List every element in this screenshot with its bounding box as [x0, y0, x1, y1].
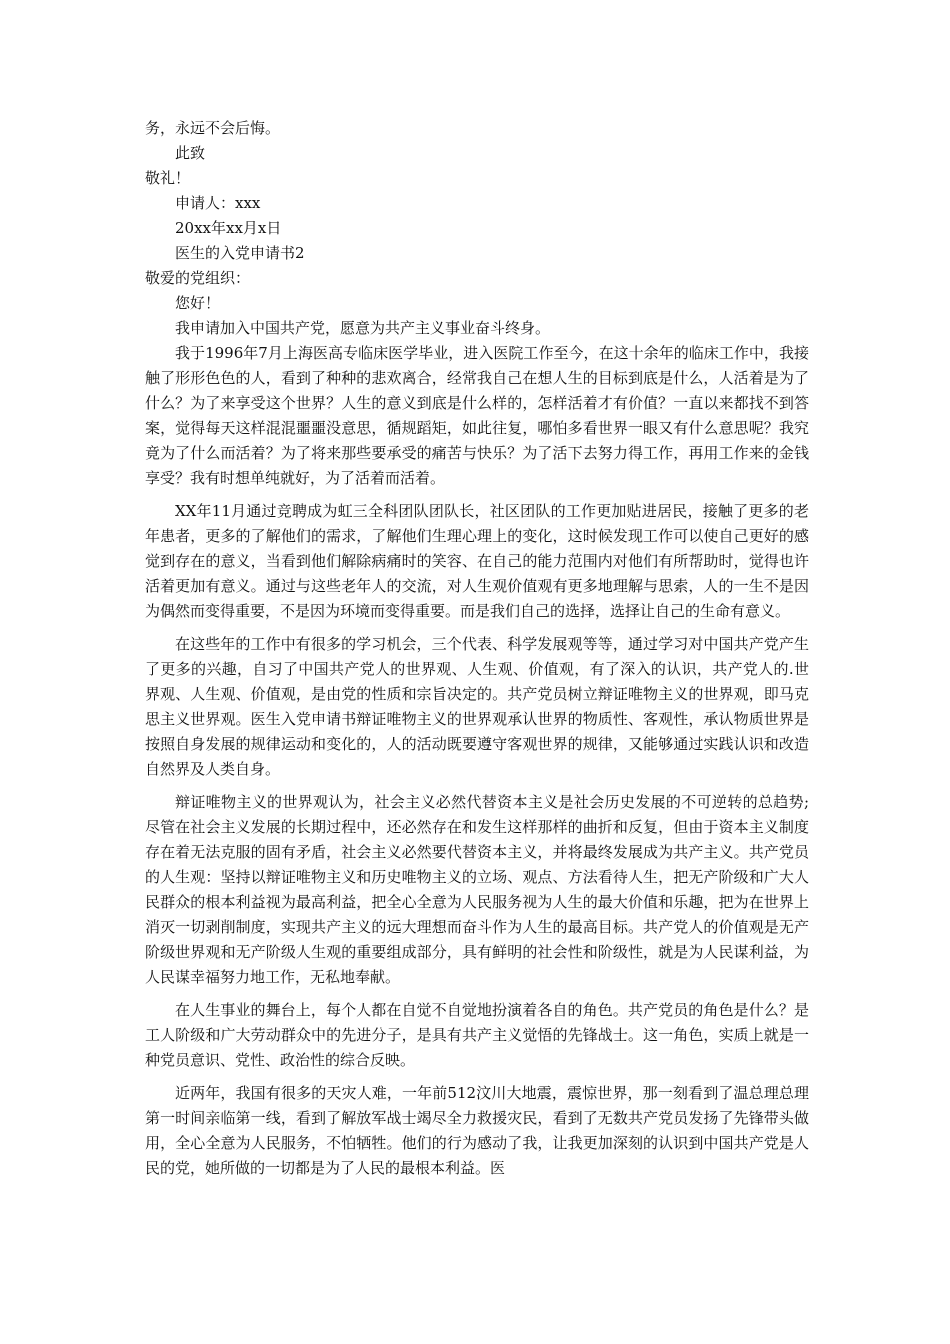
paragraph-1: 我于1996年7月上海医高专临床医学毕业，进入医院工作至今，在这十余年的临床工作中，我接触了形形色色的人，看到了种种的悲欢离合，经常我自己在想人生的目标到底是什么，人活着是为了什么？为了来享受这个世界？人生的意义到底是什么样的，怎样活着才有价值？一直以来都找不到答案，觉得每天这样混混噩噩没意思，循规蹈矩，如此往复，哪怕多看世界一眼又有什么意思呢？我究竟为了什么而活着？为了将来那些要承受的痛苦与快乐？为了活下去努力得工作，再用工作来的金钱享受？我有时想单纯就好，为了活着而活着。: [145, 344, 809, 487]
paragraph-2: XX年11月通过竞聘成为虹三全科团队团队长，社区团队的工作更加贴进居民，接触了更多的老年患者，更多的了解他们的需求，了解他们生理心理上的变化，这时候发现工作可以使自己更好的感觉到存在的意义，当看到他们解除病痛时的笑容、在自己的能力范围内对他们有所帮助时，觉得也许活着更加有意义。通过与这些老年人的交流，对人生观价值观有更多地理解与思索，人的一生不是因为偶然而变得重要，不是因为环境而变得重要。而是我们自己的选择，选择让自己的生命有意义。: [145, 502, 809, 620]
applicant-line: 申请人：xxx: [175, 194, 261, 212]
paragraph-3: 在这些年的工作中有很多的学习机会，三个代表、科学发展观等等，通过学习对中国共产党产生了更多的兴趣，自习了中国共产党人的世界观、人生观、价值观，有了深入的认识，共产党人的.世界观、人生观、价值观，是由党的性质和宗旨决定的。共产党员树立辩证唯物主义的世界观，即马克思主义世界观。医生入党申请书辩证唯物主义的世界观承认世界的物质性、客观性，承认物质世界是按照自身发展的规律运动和变化的，人的活动既要遵守客观世界的规律，又能够通过实践认识和改造自然界及人类自身。: [145, 635, 809, 778]
date-line: 20xx年xx月x日: [175, 219, 282, 237]
paragraph-4: 辩证唯物主义的世界观认为，社会主义必然代替资本主义是社会历史发展的不可逆转的总趋势;尽管在社会主义发展的长期过程中，还必然存在和发生这样那样的曲折和反复，但由于资本主义制度存在着无法克服的固有矛盾，社会主义必然要代替资本主义，并将最终发展成为共产主义。共产党员的人生观：坚持以辩证唯物主义和历史唯物主义的立场、观点、方法看待人生，把无产阶级和广大人民群众的根本利益视为最高利益，把全心全意为人民服务视为人生的最大价值和乐趣，把为在世界上消灭一切剥削制度，实现共产主义的远大理想而奋斗作为人生的最高目标。共产党人的价值观是无产阶级世界观和无产阶级人生观的重要组成部分，具有鲜明的社会性和阶级性，就是为人民谋利益，为人民谋幸福努力地工作，无私地奉献。: [145, 793, 809, 986]
paragraph-5: 在人生事业的舞台上，每个人都在自觉不自觉地扮演着各自的角色。共产党员的角色是什么？是工人阶级和广大劳动群众中的先进分子，是具有共产主义觉悟的先锋战士。这一角色，实质上就是一种党员意识、党性、政治性的综合反映。: [145, 1001, 809, 1069]
salutation: 敬爱的党组织：: [145, 269, 251, 287]
closing-jingli: 敬礼！: [145, 169, 191, 187]
document-page: [145, 116, 809, 1181]
closing-cizhi: 此致: [175, 144, 206, 162]
intro-paragraph: 我申请加入中国共产党，愿意为共产主义事业奋斗终身。: [175, 319, 551, 337]
paragraph-6: 近两年，我国有很多的天灾人难，一年前512汶川大地震，震惊世界，那一刻看到了温总理总理第一时间亲临第一线，看到了解放军战士竭尽全力救援灾民，看到了无数共产党员发扬了先锋带头做用，全心全意为人民服务，不怕牺牲。他们的行为感动了我，让我更加深刻的认识到中国共产党是人民的党，她所做的一切都是为了人民的最根本利益。医: [145, 1084, 809, 1177]
closing-line: 务，永远不会后悔。: [145, 119, 281, 137]
section-title: 医生的入党申请书2: [175, 244, 305, 262]
greeting: 您好！: [175, 294, 221, 312]
